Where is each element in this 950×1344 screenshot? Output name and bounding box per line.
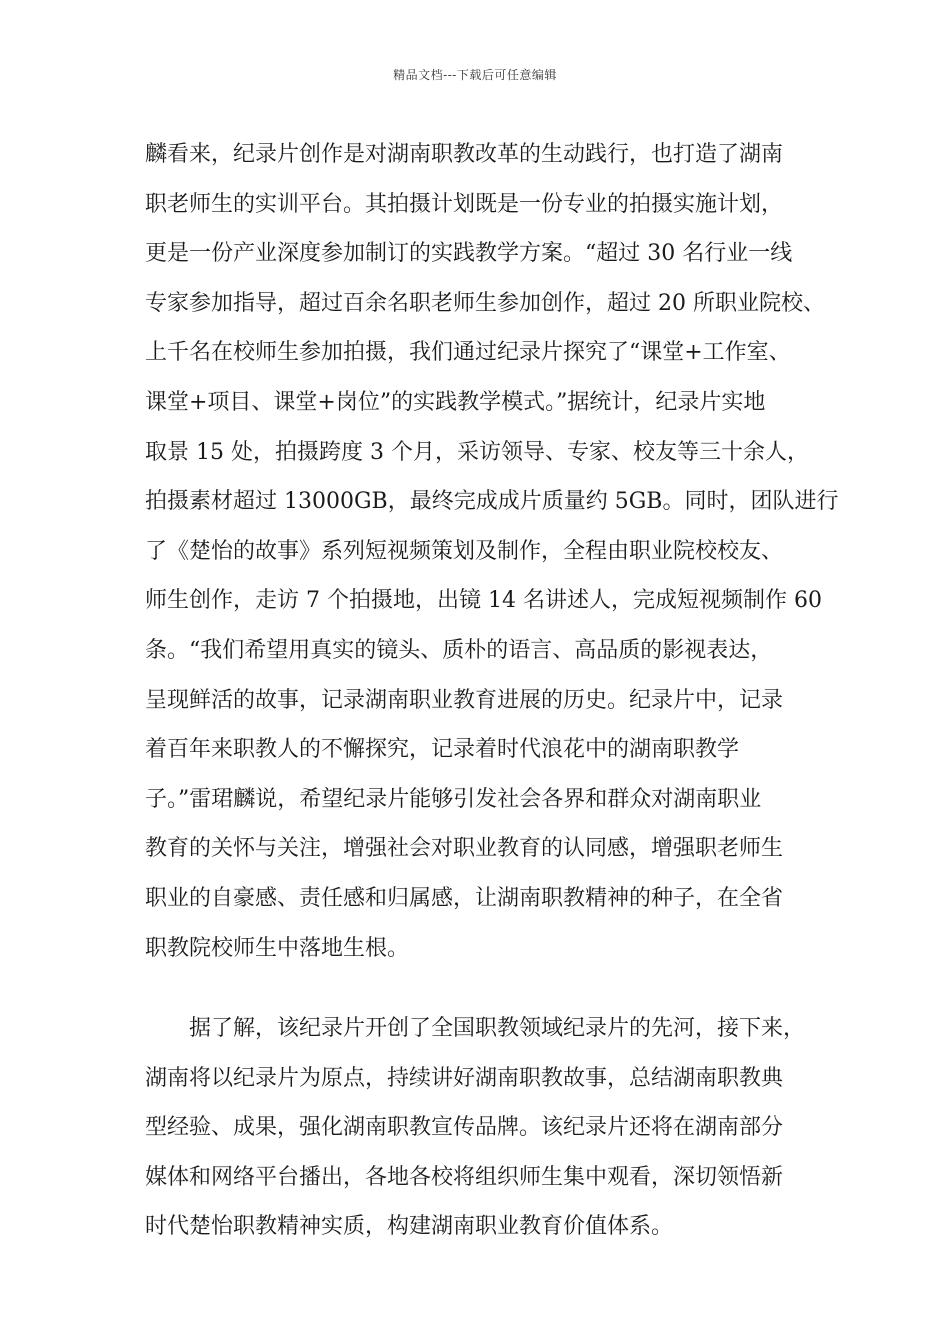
text-line: 媒体和网络平台播出，各地各校将组织师生集中观看，深切领悟新 — [145, 1164, 784, 1190]
text-line: 了《楚怡的故事》系列短视频策划及制作，全程由职业院校校友、 — [145, 538, 784, 564]
paragraph-gap — [145, 973, 835, 1004]
text-line: 湖南将以纪录片为原点，持续讲好湖南职教故事，总结湖南职教典 — [145, 1065, 784, 1091]
text-line: 更是一份产业深度参加制订的实践教学方案。“超过 30 名行业一线 — [145, 241, 793, 267]
text-line: 麟看来，纪录片创作是对湖南职教改革的生动践行，也打造了湖南 — [145, 142, 784, 167]
text-line: 呈现鲜活的故事，记录湖南职业教育进展的历史。纪录片中，记录 — [145, 687, 784, 713]
text-line: 着百年来职教人的不懈探究，记录着时代浪花中的湖南职教学 — [145, 737, 740, 763]
text-line: 职老师生的实训平台。其拍摄计划既是一份专业的拍摄实施计划， — [145, 191, 784, 217]
text-line: 职业的自豪感、责任感和归属感，让湖南职教精神的种子，在全省 — [145, 885, 784, 911]
text-line: 教育的关怀与关注，增强社会对职业教育的认同感，增强职老师生 — [145, 836, 784, 862]
paragraph — [145, 130, 839, 973]
page-header: 精品文档---下载后可任意编辑 — [393, 68, 557, 82]
document-body — [145, 130, 839, 1252]
text-line: 型经验、成果，强化湖南职教宣传品牌。该纪录片还将在湖南部分 — [145, 1115, 784, 1141]
paragraph — [145, 1004, 835, 1252]
text-line: 师生创作，走访 7 个拍摄地，出镜 14 名讲述人，完成短视频制作 60 — [145, 588, 822, 614]
text-line: 子。”雷珺麟说，希望纪录片能够引发社会各界和群众对湖南职业 — [145, 786, 762, 812]
text-line: 时代楚怡职教精神实质，构建湖南职业教育价值体系。 — [145, 1214, 674, 1240]
text-line: 专家参加指导，超过百余名职老师生参加创作，超过 20 所职业院校、 — [145, 290, 825, 316]
text-line: 职教院校师生中落地生根。 — [145, 935, 410, 961]
text-line: 取景 15 处，拍摄跨度 3 个月，采访领导、专家、校友等三十余人， — [145, 439, 809, 465]
text-line: 上千名在校师生参加拍摄，我们通过纪录片探究了“课堂+工作室、 — [145, 340, 791, 366]
text-line: 条。“我们希望用真实的镜头、质朴的语言、高品质的影视表达， — [145, 637, 773, 663]
text-line: 课堂+项目、课堂+岗位”的实践教学模式。”据统计，纪录片实地 — [145, 389, 766, 415]
text-line: 拍摄素材超过 13000GB，最终完成成片质量约 5GB。同时，团队进行 — [145, 489, 839, 515]
text-line: 据了解，该纪录片开创了全国职教领域纪录片的先河，接下来， — [145, 1016, 806, 1042]
